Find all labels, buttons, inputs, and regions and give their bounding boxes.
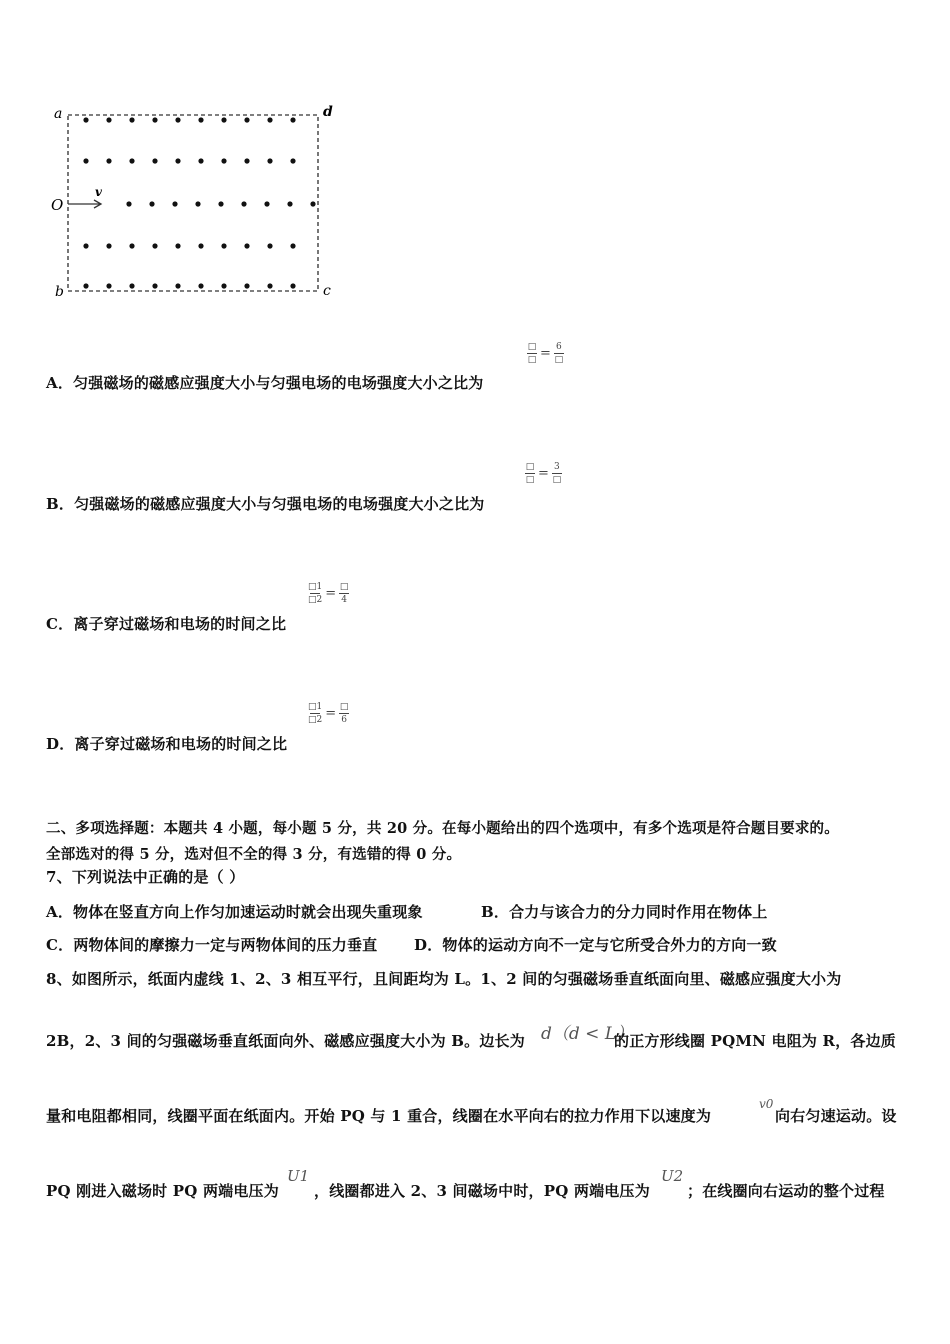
field-dot — [290, 243, 295, 248]
field-dot — [290, 283, 295, 288]
section2-header-line1: 二、多项选择题：本题共 4 小题，每小题 5 分，共 20 分。在每小题给出的四个选项中，有多个选项是符合题目要求的。 — [46, 820, 839, 837]
field-dot — [244, 158, 249, 163]
field-dot — [129, 243, 134, 248]
field-dot — [195, 201, 200, 206]
field-dot — [221, 117, 226, 122]
field-dot — [267, 158, 272, 163]
field-dot — [106, 243, 111, 248]
field-dot — [83, 158, 88, 163]
field-dot — [152, 243, 157, 248]
q8-line2-b: 的正方形线圈 PQMN 电阻为 R，各边质 — [614, 1032, 896, 1050]
q8-line4-b: ，线圈都进入 2、3 间磁场中时，PQ 两端电压为 — [314, 1182, 650, 1200]
field-dot — [198, 283, 203, 288]
option-a-fraction: □ □ = 6 □ — [527, 342, 564, 365]
field-dot — [244, 117, 249, 122]
field-dot — [310, 201, 315, 206]
field-dot — [129, 117, 134, 122]
field-dot — [221, 243, 226, 248]
q8-line1: 8、如图所示，纸面内虚线 1、2、3 相互平行，且间距均为 L。1、2 间的匀强磁场垂直纸面向里、磁感应强度大小为 — [46, 970, 842, 988]
corner-d-label: d — [323, 104, 333, 120]
field-dot — [221, 283, 226, 288]
q8-line4-a: PQ 刚进入磁场时 PQ 两端电压为 — [46, 1182, 279, 1200]
field-dot — [129, 283, 134, 288]
q8-line3-math: v0 — [759, 1097, 774, 1111]
q7-option-c: C．两物体间的摩擦力一定与两物体间的压力垂直 — [46, 936, 378, 954]
field-dot — [152, 158, 157, 163]
field-dot — [106, 158, 111, 163]
magnetic-field-figure — [40, 100, 350, 305]
field-dot — [218, 201, 223, 206]
option-c-fraction: □1 □2 = □ 4 — [308, 582, 349, 605]
option-c: C．离子穿过磁场和电场的时间之比 — [46, 615, 287, 633]
option-d: D．离子穿过磁场和电场的时间之比 — [46, 735, 288, 753]
field-dot — [198, 243, 203, 248]
field-dot — [244, 243, 249, 248]
field-dot — [198, 158, 203, 163]
field-dot — [267, 117, 272, 122]
field-dot — [149, 201, 154, 206]
corner-a-label: a — [54, 106, 63, 122]
field-dot — [241, 201, 246, 206]
q8-line4-math1: U1 — [287, 1167, 310, 1185]
corner-c-label: c — [323, 283, 331, 299]
q8-line2-math: d（d < L） — [541, 1024, 634, 1044]
section2-header-line2: 全部选对的得 5 分，选对但不全的得 3 分，有选错的得 0 分。 — [46, 846, 462, 863]
field-dots — [83, 117, 315, 288]
option-d-fraction: □1 □2 = □ 6 — [308, 702, 349, 725]
field-dot — [175, 158, 180, 163]
field-dot — [290, 117, 295, 122]
field-dot — [290, 158, 295, 163]
q8-line4-c: ；在线圈向右运动的整个过程 — [687, 1182, 885, 1200]
option-b: B．匀强磁场的磁感应强度大小与匀强电场的电场强度大小之比为 — [46, 495, 485, 513]
field-dot — [175, 117, 180, 122]
field-dot — [83, 117, 88, 122]
field-dot — [106, 283, 111, 288]
field-dot — [172, 201, 177, 206]
field-dot — [83, 283, 88, 288]
q7-option-a: A．物体在竖直方向上作匀加速运动时就会出现失重现象 — [46, 903, 423, 921]
q7-option-b: B．合力与该合力的分力同时作用在物体上 — [481, 903, 768, 921]
field-dot — [175, 283, 180, 288]
q7-stem: 7、下列说法中正确的是（ ） — [46, 868, 245, 886]
q7-option-d: D．物体的运动方向不一定与它所受合外力的方向一致 — [414, 936, 777, 954]
velocity-label: v — [95, 185, 102, 199]
field-boundary — [68, 115, 318, 291]
option-a: A．匀强磁场的磁感应强度大小与匀强电场的电场强度大小之比为 — [46, 374, 484, 392]
q8-line3-b: 向右匀速运动。设 — [775, 1107, 897, 1125]
corner-b-label: b — [55, 284, 64, 300]
field-dot — [287, 201, 292, 206]
field-dot — [244, 283, 249, 288]
field-dot — [152, 283, 157, 288]
field-dot — [198, 117, 203, 122]
option-b-fraction: □ □ = 3 □ — [525, 462, 562, 485]
q8-line2-a: 2B，2、3 间的匀强磁场垂直纸面向外、磁感应强度大小为 B。边长为 — [46, 1032, 525, 1050]
field-dot — [106, 117, 111, 122]
field-dot — [129, 158, 134, 163]
field-dot — [152, 117, 157, 122]
field-dot — [126, 201, 131, 206]
q8-line3-a: 量和电阻都相同，线圈平面在纸面内。开始 PQ 与 1 重合，线圈在水平向右的拉力作用下以速度为 — [46, 1107, 712, 1125]
field-dot — [175, 243, 180, 248]
field-dot — [83, 243, 88, 248]
field-dot — [264, 201, 269, 206]
field-dot — [221, 158, 226, 163]
field-dot — [267, 243, 272, 248]
origin-label: O — [51, 196, 64, 214]
q8-line4-math2: U2 — [661, 1167, 684, 1185]
field-dot — [267, 283, 272, 288]
